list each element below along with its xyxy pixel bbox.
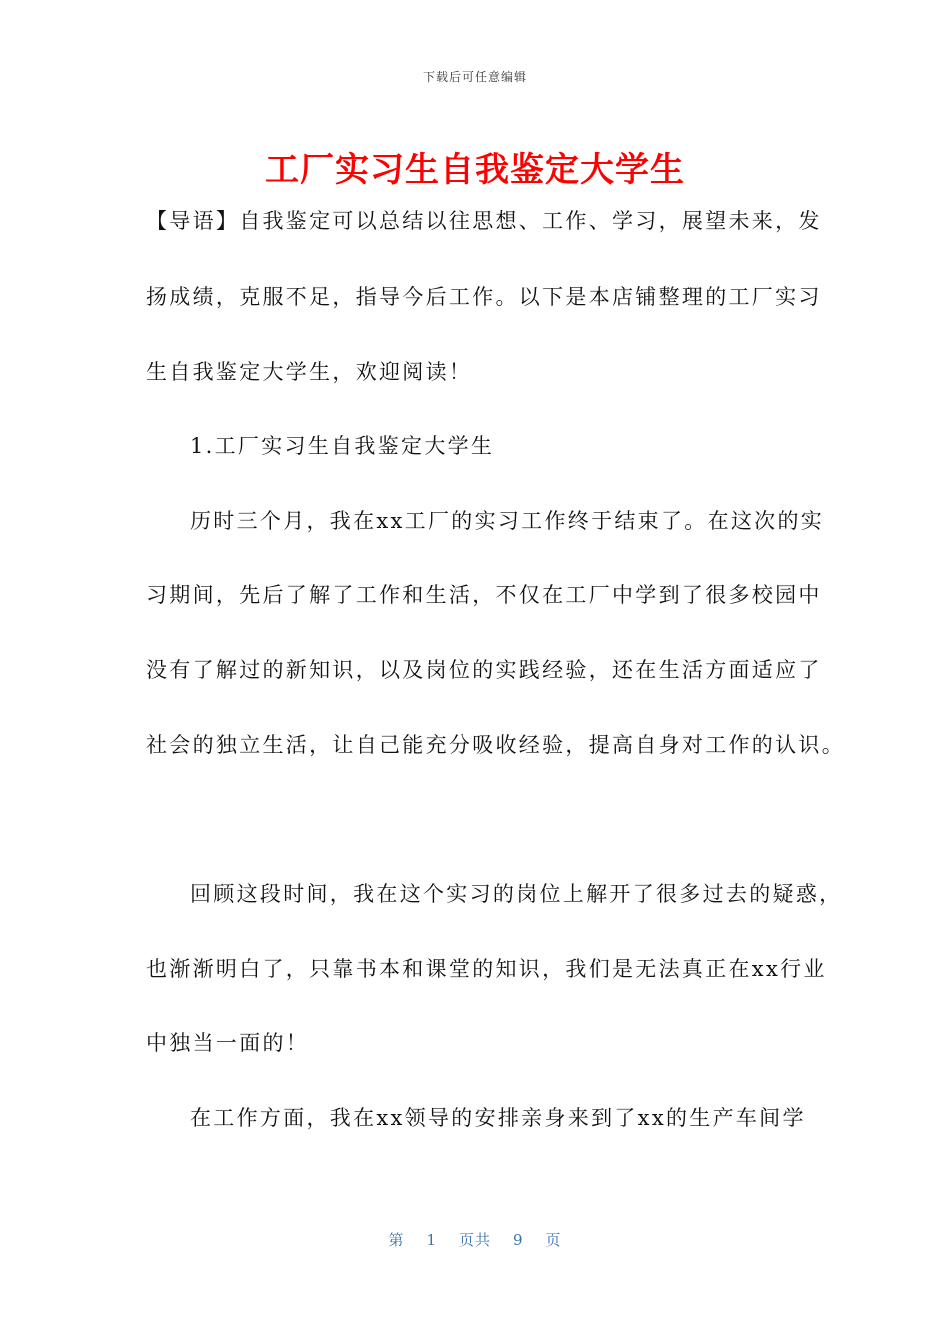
paragraph-line: 也渐渐明白了，只靠书本和课堂的知识，我们是无法真正在xx行业: [146, 957, 827, 981]
page-number: 1: [426, 1231, 437, 1249]
paragraph-line: 扬成绩，克服不足，指导今后工作。以下是本店铺整理的工厂实习: [146, 285, 822, 309]
paragraph-line: 回顾这段时间，我在这个实习的岗位上解开了很多过去的疑惑，: [190, 882, 843, 906]
paragraph-line: 没有了解过的新知识，以及岗位的实践经验，还在生活方面适应了: [146, 658, 822, 682]
paragraph-line: 习期间，先后了解了工作和生活，不仅在工厂中学到了很多校园中: [146, 583, 822, 607]
paragraph-line: 【导语】自我鉴定可以总结以往思想、工作、学习，展望未来，发: [146, 209, 822, 233]
paragraph-line: 历时三个月，我在xx工厂的实习工作终于结束了。在这次的实: [190, 509, 825, 533]
page-footer: [0, 1229, 950, 1250]
document-title: 工厂实习生自我鉴定大学生: [265, 150, 685, 190]
page-suffix: 页: [545, 1231, 562, 1249]
paragraph-line: 中独当一面的！: [146, 1031, 310, 1055]
paragraph-line: 社会的独立生活，让自己能充分吸收经验，提高自身对工作的认识。: [146, 733, 845, 757]
section-heading: 1.工厂实习生自我鉴定大学生: [190, 434, 495, 458]
header-note: 下载后可任意编辑: [422, 70, 527, 84]
paragraph-line: 生自我鉴定大学生，欢迎阅读！: [146, 360, 473, 384]
page-prefix: 第: [388, 1231, 405, 1249]
page-mid: 页共: [458, 1231, 491, 1249]
paragraph-line: 在工作方面，我在xx领导的安排亲身来到了xx的生产车间学: [190, 1106, 806, 1130]
total-pages: 9: [513, 1231, 524, 1249]
